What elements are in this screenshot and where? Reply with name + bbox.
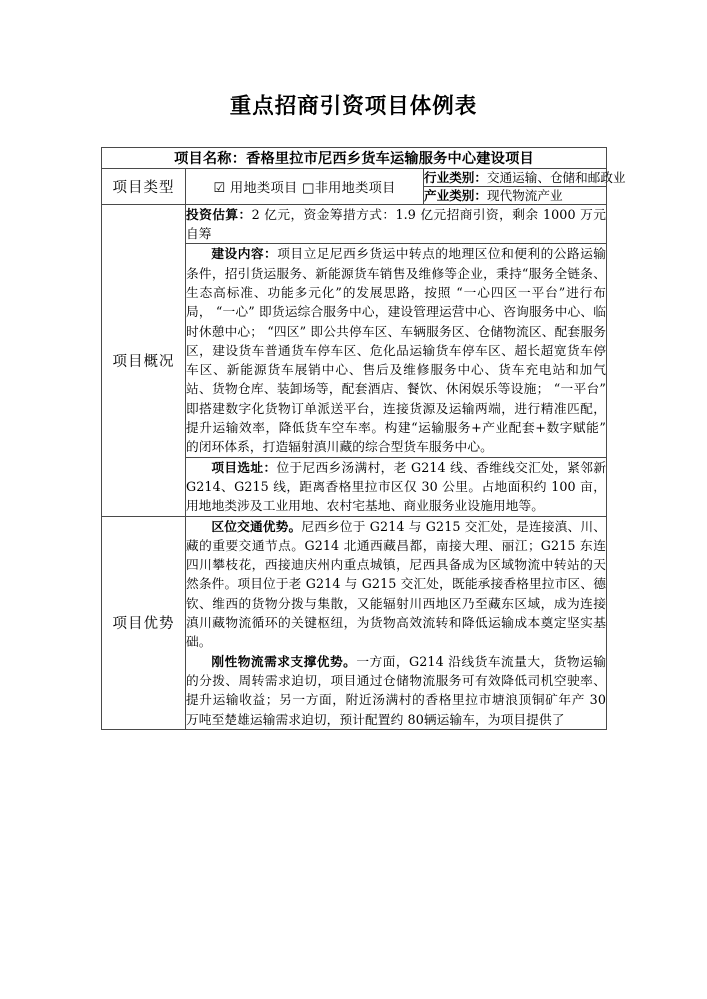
- project-advantages-cell: [186, 516, 607, 729]
- advantage-item: [186, 652, 606, 729]
- project-type-options-cell: [186, 168, 424, 204]
- project-name-cell: [102, 147, 607, 168]
- construction-content-text: 项目立足尼西乡货运中转点的地理区位和便利的公路运输条件，招引货运服务、新能源货车销售及维修等企业，秉持“服务全链条、生态高标准、功能多元化”的发展思路，按照 “一心四区一平台”进行布局， “一心” 即货运综合服务中心，建设管理运营中心、咨询服务中心、临时休憩中心； “四区” 即公共停车区、车辆服务区、仓储物流区、配套服务区，建设货车普通货车停车区、危化品运输货车停车区、超长超宽货车停车区、新能源货车展销中心、售后及维修服务中心、货车充电站和加气站、货物仓库、装卸场等，配套酒店、餐饮、休闲娱乐等设施； “一平台” 即搭建数字化货物订单派送平台，连接货源及运输两端，进行精准匹配，提升运输效率，降低货车空车率。构建“运输服务+产业配套+数字赋能” 的闭环体系，打造辐射滇川藏的综合型货车服务中心。: [186, 246, 607, 455]
- advantage-item: [186, 517, 606, 652]
- construction-content-label: 建设内容：: [211, 246, 278, 262]
- row-label-project-overview: 项目概况: [102, 204, 186, 516]
- advantage-label: 刚性物流需求支撑优势。: [211, 653, 357, 669]
- sector-category-cell: [424, 186, 607, 204]
- project-site-text: 位于尼西乡汤满村，老 G214 线、香维线交汇处，紧邻新 G214、G215 线，距离香格里拉市区仅 30 公里。占地面积约 100 亩，用地地类涉及工业用地、农村宅基地、商业服务业设施用地等。: [186, 459, 607, 514]
- investment-label: 投资估算：: [186, 206, 252, 222]
- investment-text: 2 亿元，资金筹措方式：1.9 亿元招商引资，剩余 1000 万元自筹: [186, 206, 607, 242]
- row-label-project-type: 项目类型: [102, 168, 186, 204]
- advantage-text: 一方面，G214 沿线货车流量大，货物运输的分拨、周转需求迫切，项目通过仓储物流服务可有效降低司机空驶率、提升运输收益；另一方面，附近汤满村的香格里拉市塘浪顶铜矿年产 30 万吨至楚雄运输需求迫切，预计配置约 80辆运输车，为项目提供了: [186, 653, 607, 727]
- table-row-project-advantages: [102, 516, 607, 729]
- project-detail-table: [101, 147, 626, 730]
- construction-content-cell: [186, 244, 607, 457]
- investment-estimate-cell: [186, 204, 607, 244]
- page-title: 重点招商引资项目体例表: [229, 94, 478, 119]
- advantage-text: 尼西乡位于 G214 与 G215 交汇处，是连接滇、川、藏的重要交通节点。G214 北通西藏昌都，南接大理、丽江；G215 东连四川攀枝花，西接迪庆州内重点城镇，尼西具备成为区域物流中转站的天然条件。项目位于老 G214 与 G215 交汇处，既能承接香格里拉市区、德钦、维西的货物分拨与集散，又能辐射川西地区乃至藏东区域，成为连接滇川藏物流循环的关键枢纽，为货物高效流转和降低运输成本奠定坚实基础。: [186, 518, 607, 650]
- industry-category-value: 交通运输、仓储和邮政业: [486, 169, 626, 185]
- row-label-project-advantages: 项目优势: [102, 516, 186, 729]
- table-row-project-type: [102, 168, 607, 186]
- industry-category-cell: [424, 168, 626, 186]
- table-row-project-name: [102, 147, 607, 168]
- checkbox-non-land-use-project[interactable]: □非用地类项目: [301, 180, 396, 196]
- industry-category-label: 行业类别：: [424, 169, 487, 185]
- sector-category-label: 产业类别：: [424, 187, 487, 203]
- project-site-label: 项目选址：: [211, 459, 277, 475]
- table-row-investment: [102, 204, 607, 244]
- advantage-label: 区位交通优势。: [211, 518, 302, 534]
- sector-category-value: 现代物流产业: [486, 187, 563, 203]
- project-name-value: 香格里拉市尼西乡货车运输服务中心建设项目: [246, 150, 534, 167]
- project-name-label: 项目名称：: [174, 150, 247, 167]
- project-site-cell: [186, 457, 607, 516]
- checkbox-land-use-project[interactable]: ☑ 用地类项目: [213, 180, 298, 196]
